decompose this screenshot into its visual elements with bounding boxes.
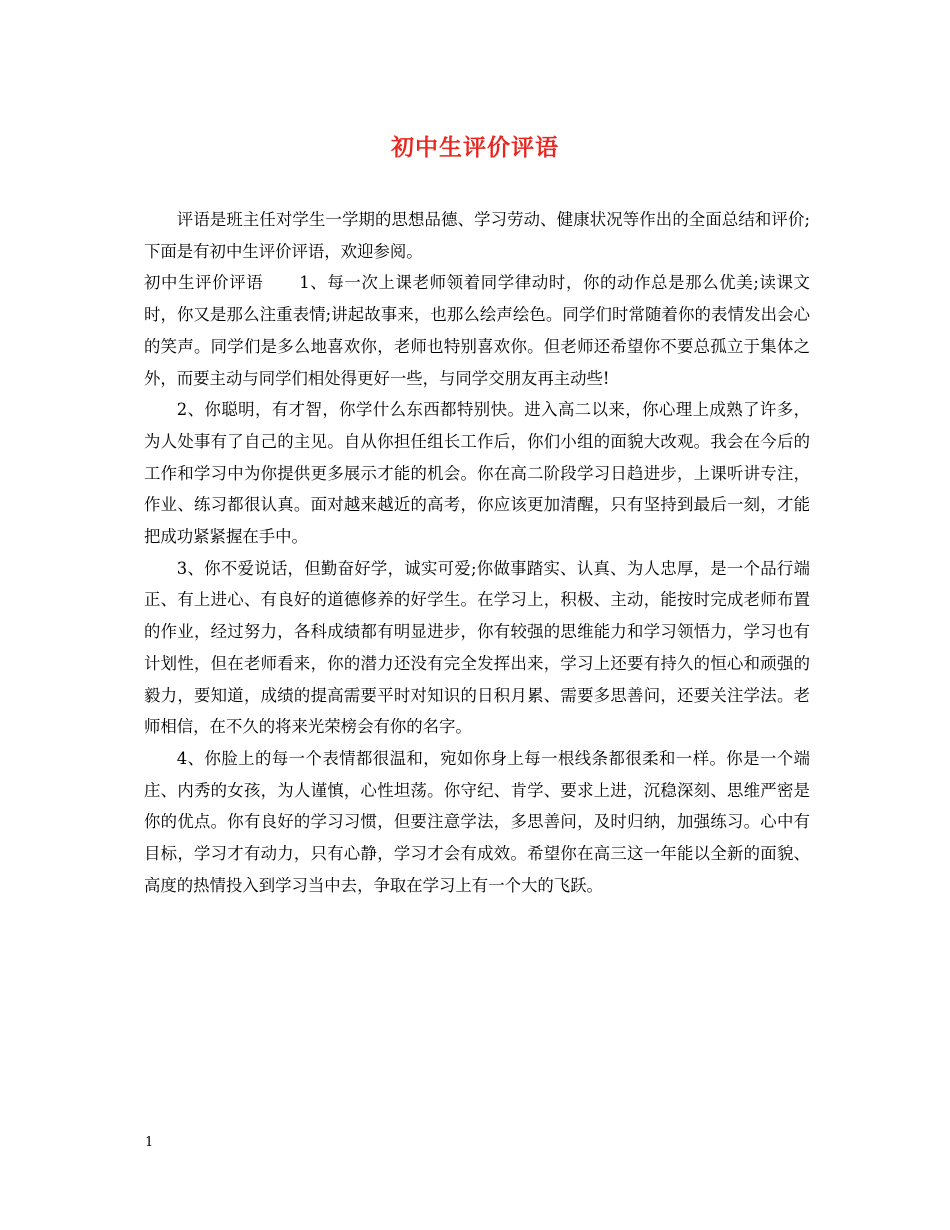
section-heading: 初中生评价评语	[144, 273, 264, 293]
paragraph-1-text: 1、每一次上课老师领着同学律动时，你的动作总是那么优美;读课文时，你又是那么注重表情;讲起故事来，也那么绘声绘色。同学们时常随着你的表情发出会心的笑声。同学们是多么地喜欢你，老师也特别喜欢你。但老师还希望你不要总孤立于集体之外，而要主动与同学们相处得更好一些，与同学交朋友再主动些!	[144, 273, 811, 388]
paragraph-1	[144, 267, 810, 394]
paragraph-3: 3、你不爱说话，但勤奋好学，诚实可爱;你做事踏实、认真、为人忠厚，是一个品行端正、有上进心、有良好的道德修养的好学生。在学习上，积极、主动，能按时完成老师布置的作业，经过努力，各科成绩都有明显进步，你有较强的思维能力和学习领悟力，学习也有计划性，但在老师看来，你的潜力还没有完全发挥出来，学习上还要有持久的恒心和顽强的毅力，要知道，成绩的提高需要平时对知识的日积月累、需要多思善问，还要关注学法。老师相信，在不久的将来光荣榜会有你的名字。	[144, 558, 810, 737]
document-title: 初中生评价评语	[391, 134, 559, 161]
paragraph-2: 2、你聪明，有才智，你学什么东西都特别快。进入高二以来，你心理上成熟了许多，为人处事有了自己的主见。自从你担任组长工作后，你们小组的面貌大改观。我会在今后的工作和学习中为你提供更多展示才能的机会。你在高二阶段学习日趋进步，上课听讲专注，作业、练习都很认真。面对越来越近的高考，你应该更加清醒，只有坚持到最后一刻，才能把成功紧紧握在手中。	[144, 400, 810, 547]
intro-paragraph: 评语是班主任对学生一学期的思想品德、学习劳动、健康状况等作出的全面总结和评价;下面是有初中生评价评语，欢迎参阅。	[144, 210, 810, 261]
paragraph-4: 4、你脸上的每一个表情都很温和，宛如你身上每一根线条都很柔和一样。你是一个端庄、内秀的女孩，为人谨慎，心性坦荡。你守纪、肯学、要求上进，沉稳深刻、思维严密是你的优点。你有良好的学习习惯，但要注意学法，多思善问，及时归纳，加强练习。心中有目标，学习才有动力，只有心静，学习才会有成效。希望你在高三这一年能以全新的面貌、高度的热情投入到学习当中去，争取在学习上有一个大的飞跃。	[144, 748, 810, 895]
document-body	[144, 204, 810, 901]
page-number: 1	[145, 1135, 154, 1150]
